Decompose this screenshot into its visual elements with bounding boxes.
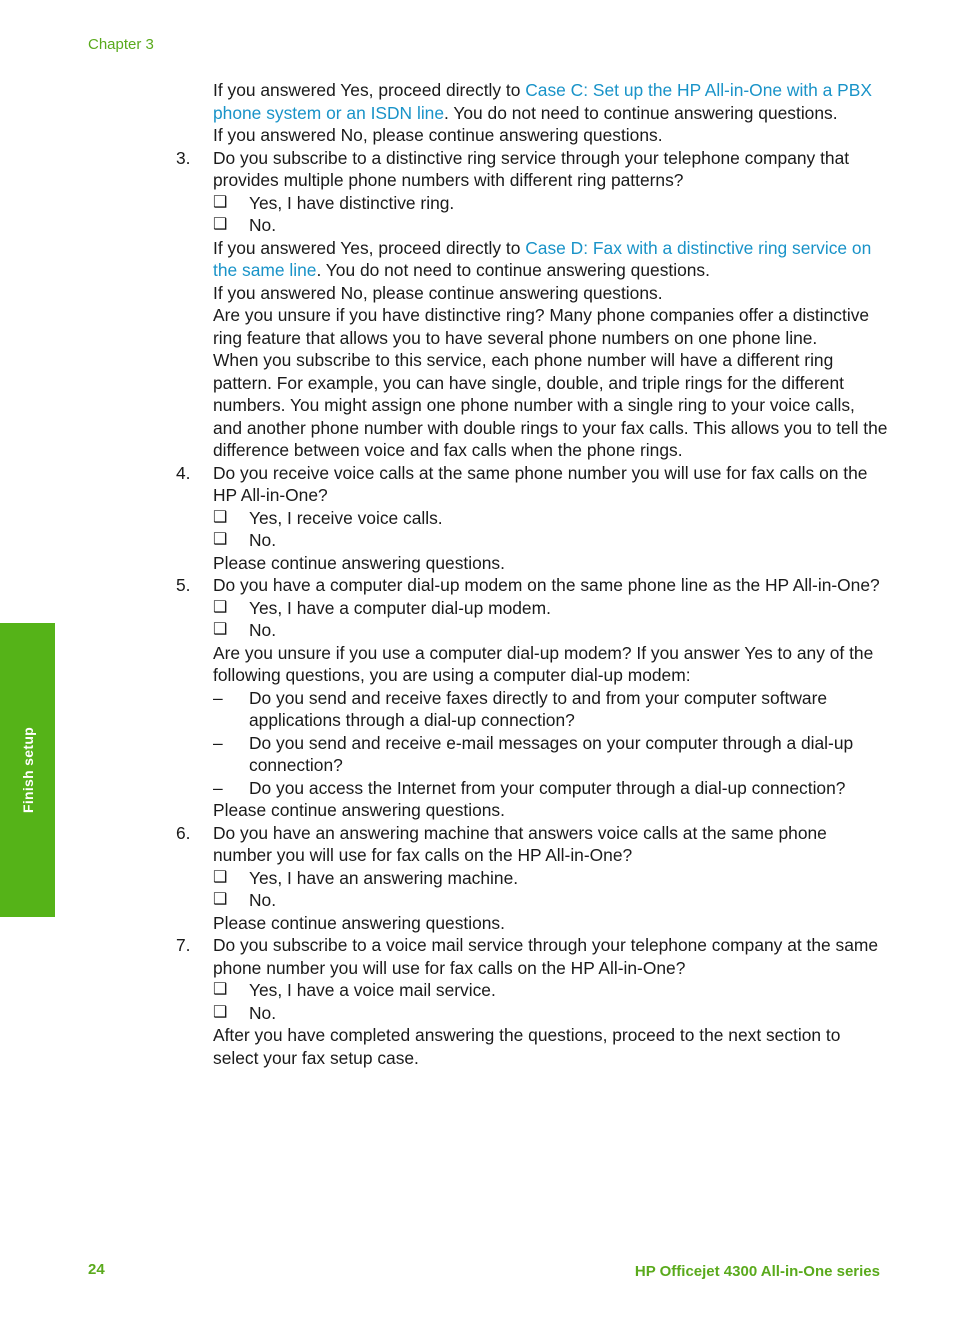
- chapter-label: Chapter 3: [88, 36, 154, 53]
- dash-mark: –: [213, 687, 223, 708]
- dash-mark: –: [213, 777, 223, 798]
- intro-no-paragraph: If you answered No, please continue answering questions.: [213, 125, 663, 145]
- option-label: Yes, I have an answering machine.: [249, 867, 519, 888]
- case-d-link[interactable]: Case D: Fax with a distinctive ring service on the same line: [213, 237, 872, 280]
- question-number: 6.: [176, 822, 191, 843]
- checkbox-icon[interactable]: ❑: [213, 981, 228, 998]
- option-label: Yes, I have a voice mail service.: [249, 980, 496, 1000]
- side-tab-label: Finish setup: [20, 726, 36, 814]
- dash-item-text: Do you send and receive faxes directly to and from your computer software applications through a dial-up connection?: [249, 687, 828, 730]
- intro-yes-text: If you answered Yes, proceed directly to: [213, 80, 526, 100]
- case-c-link[interactable]: Case C: Set up the HP All-in-One with a PBX phone system or an ISDN line: [213, 80, 872, 123]
- dash-item: [213, 777, 888, 800]
- question-text: Do you have a computer dial-up modem on the same phone line as the HP All-in-One?: [213, 575, 880, 595]
- checkbox-icon[interactable]: ❑: [213, 598, 228, 616]
- option-label: Yes, I receive voice calls.: [249, 507, 443, 528]
- option-label: No.: [249, 215, 277, 235]
- checkbox-icon[interactable]: ❑: [213, 216, 228, 233]
- page-number: 24: [88, 1261, 105, 1278]
- main-content: [176, 79, 888, 1069]
- question-number: 7.: [176, 935, 191, 955]
- q4-continue-paragraph: Please continue answering questions.: [213, 552, 505, 573]
- question-5: [176, 574, 888, 597]
- checkbox-option[interactable]: [213, 979, 888, 1002]
- question-number: 5.: [176, 575, 191, 595]
- option-label: No.: [249, 530, 277, 550]
- final-paragraph: After you have completed answering the questions, proceed to the next section to select your fax setup case.: [213, 1025, 841, 1068]
- checkbox-icon[interactable]: ❑: [213, 193, 228, 211]
- checkbox-option[interactable]: [213, 619, 888, 642]
- q3-unsure-paragraph: Are you unsure if you have distinctive ring? Many phone companies offer a distinctive ring feature that allows you to have several phone numbers on one phone line.: [213, 305, 870, 348]
- question-7: [176, 934, 888, 979]
- question-4: [176, 462, 888, 507]
- option-label: No.: [249, 1002, 277, 1023]
- checkbox-option[interactable]: [213, 529, 888, 552]
- dash-item: [213, 732, 888, 777]
- checkbox-icon[interactable]: ❑: [213, 868, 228, 886]
- q3-yes-text: If you answered Yes, proceed directly to: [213, 237, 526, 258]
- checkbox-option[interactable]: [213, 597, 888, 620]
- option-label: No.: [249, 620, 277, 640]
- q3-no-paragraph: If you answered No, please continue answering questions.: [213, 282, 663, 303]
- option-label: Yes, I have distinctive ring.: [249, 192, 455, 213]
- checkbox-option[interactable]: [213, 889, 888, 912]
- q3-yes-paragraph: [213, 237, 888, 282]
- question-text: Do you receive voice calls at the same phone number you will use for fax calls on the HP All-in-One?: [213, 462, 868, 505]
- checkbox-option[interactable]: [213, 214, 888, 237]
- dash-mark: –: [213, 732, 223, 753]
- checkbox-icon[interactable]: ❑: [213, 621, 228, 638]
- checkbox-icon[interactable]: ❑: [213, 531, 228, 548]
- question-text: Do you subscribe to a voice mail service through your telephone company at the same phone number you will use for fax calls on the HP All-in-One?: [213, 935, 879, 978]
- q6-continue-paragraph: Please continue answering questions.: [213, 912, 505, 933]
- checkbox-option[interactable]: [213, 1002, 888, 1025]
- option-label: No.: [249, 890, 277, 910]
- q3-explain-paragraph: When you subscribe to this service, each phone number will have a different ring pattern. For example, you can have single, double, and triple rings for the different numbers. You might assign one phone number with a single ring to your voice calls, and another phone number with double rings to your fax calls. This allows you to tell the difference between voice and fax calls when the phone rings.: [213, 350, 888, 460]
- checkbox-option[interactable]: [213, 192, 888, 215]
- question-number: 4.: [176, 462, 191, 483]
- dash-item: [213, 687, 888, 732]
- q5-continue-paragraph: Please continue answering questions.: [213, 800, 505, 820]
- dash-item-text: Do you send and receive e-mail messages on your computer through a dial-up connection?: [249, 732, 854, 775]
- footer-title: HP Officejet 4300 All-in-One series: [634, 1263, 880, 1280]
- question-3: [176, 147, 888, 192]
- q3-yes-post-text: . You do not need to continue answering questions.: [316, 260, 710, 280]
- checkbox-icon[interactable]: ❑: [213, 508, 228, 526]
- checkbox-option[interactable]: [213, 507, 888, 530]
- question-6: [176, 822, 888, 867]
- question-number: 3.: [176, 147, 191, 168]
- question-text: Do you have an answering machine that answers voice calls at the same phone number you will use for fax calls on the HP All-in-One?: [213, 822, 827, 865]
- checkbox-option[interactable]: [213, 867, 888, 890]
- q5-unsure-paragraph: Are you unsure if you use a computer dial-up modem? If you answer Yes to any of the following questions, you are using a computer dial-up modem:: [213, 642, 874, 685]
- option-label: Yes, I have a computer dial-up modem.: [249, 597, 551, 618]
- intro-yes-post-text: . You do not need to continue answering questions.: [444, 102, 838, 123]
- question-text: Do you subscribe to a distinctive ring service through your telephone company that provides multiple phone numbers with different ring patterns?: [213, 147, 850, 190]
- checkbox-icon[interactable]: ❑: [213, 891, 228, 908]
- checkbox-icon[interactable]: ❑: [213, 1003, 228, 1021]
- intro-yes-paragraph: [213, 79, 888, 124]
- dash-item-text: Do you access the Internet from your computer through a dial-up connection?: [249, 777, 846, 798]
